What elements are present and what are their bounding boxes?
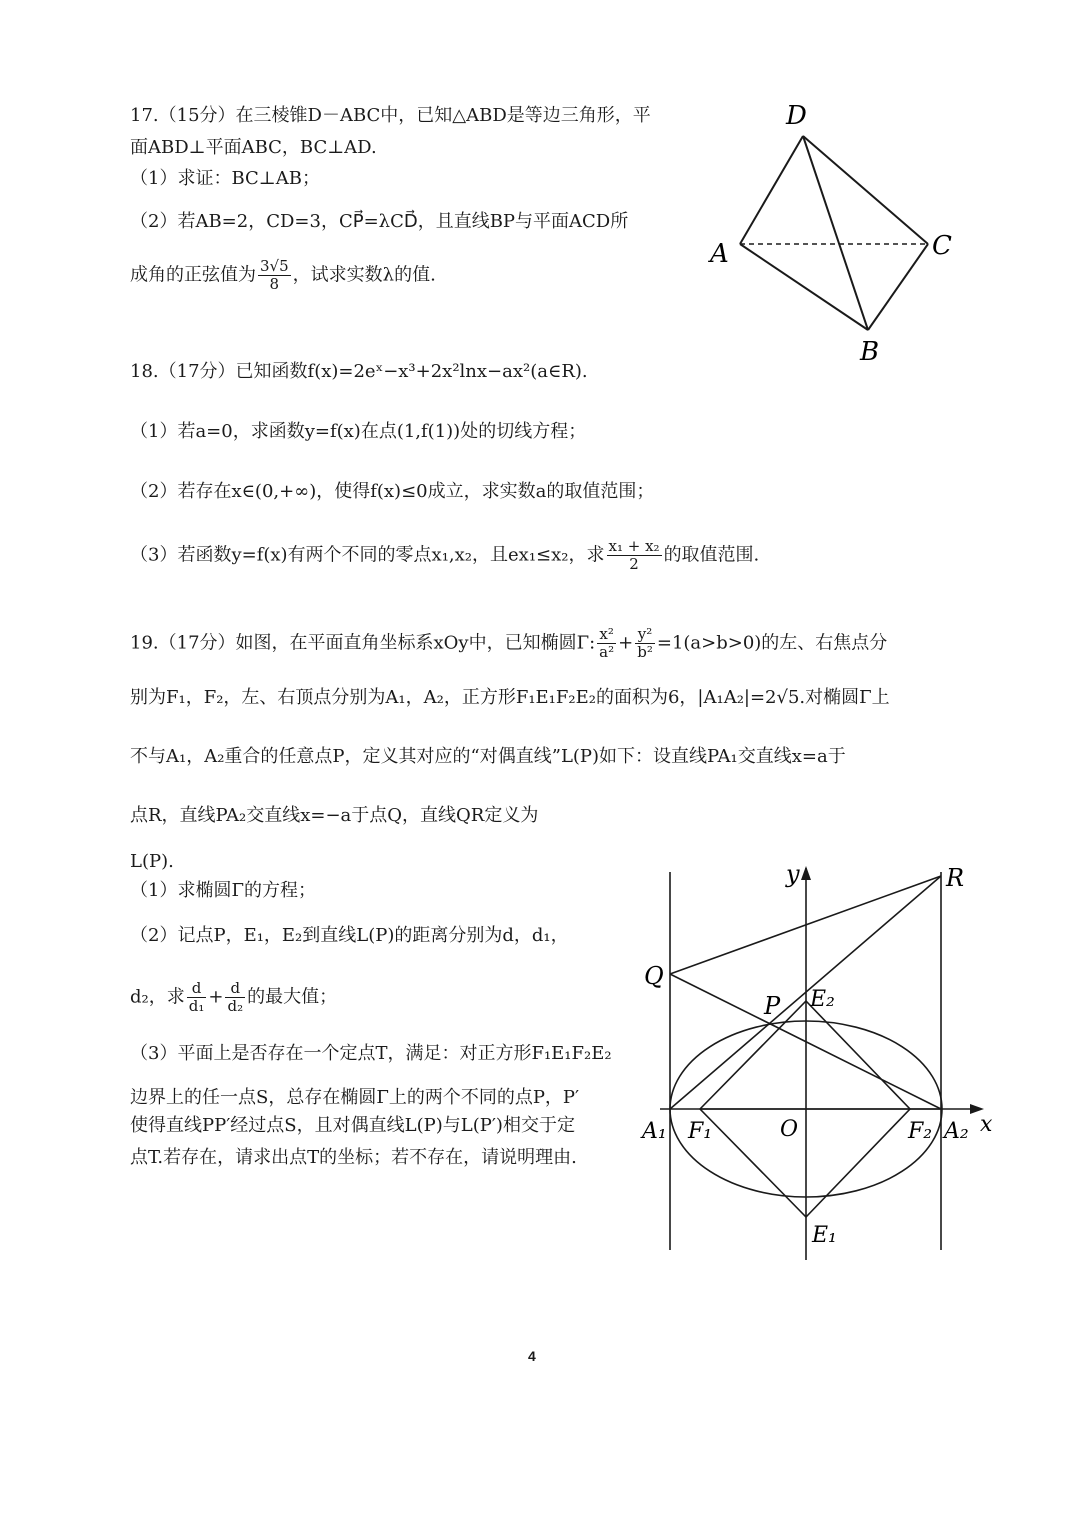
q19-frac-y-num: y² [635,626,655,644]
page-number: 4 [528,1348,536,1364]
label-y-axis: y [786,860,800,888]
label-Q: Q [644,962,664,990]
q19-line-1 [130,626,887,661]
q19-frac-d1-den: d₁ [188,997,205,1015]
q19-frac-d1-num: d [187,980,207,998]
q18-part-1: （1）若a=0，求函数y=f(x)在点(1,f(1))处的切线方程； [130,421,587,442]
label-D: D [786,101,807,131]
q19-frac-d2-den: d₂ [227,997,244,1015]
label-B: B [860,337,880,367]
q17-line-1: 17.（15分）在三棱锥D－ABC中，已知△ABD是等边三角形，平 [130,105,651,126]
q19-frac-y-den: b² [637,643,653,661]
q19-line-5: L(P). [130,851,174,872]
q18-frac-num: x₁ + x₂ [608,537,660,555]
label-F1: F₁ [688,1119,713,1144]
q19-frac-d1 [187,980,207,1015]
label-E1: E₁ [812,1223,837,1248]
q19-plus: + [618,632,634,654]
y-axis-arrow [801,866,811,880]
q19-part-2b [130,980,337,1015]
q19-part-2b-prefix: d₂，求 [130,986,185,1008]
ellipse-figure [630,858,1000,1268]
label-E2: E₂ [810,987,835,1012]
q19-line-1-prefix: 19.（17分）如图，在平面直角坐标系xOy中，已知椭圆Γ: [130,632,596,654]
q17-line-5-suffix: ，试求实数λ的值. [292,264,436,286]
q19-line-4: 点R，直线PA₂交直线x=−a于点Q，直线QR定义为 [130,805,539,826]
q19-part-2b-suffix: 的最大值； [247,986,338,1008]
q19-frac-x-den: a² [599,643,615,661]
q18-line-1: 18.（17分）已知函数f(x)=2eˣ−x³+2x²lnx−ax²(a∈R). [130,361,588,382]
label-R: R [946,864,965,892]
q19-part-3b: 边界上的任一点S，总存在椭圆Γ上的两个不同的点P，P′ [130,1087,580,1108]
label-O: O [780,1117,799,1142]
q18-frac-den: 2 [629,555,639,573]
q19-line-3: 不与A₁，A₂重合的任意点P，定义其对应的“对偶直线”L(P)如下：设直线PA₁交直线x=a于 [130,746,846,767]
q17-line-2: 面ABD⊥平面ABC，BC⊥AD. [130,137,377,158]
label-F2: F₂ [908,1119,933,1144]
q19-part-3c: 使得直线PP′经过点S，且对偶直线L(P)与L(P′)相交于定 [130,1115,575,1136]
q18-part-2: （2）若存在x∈(0,+∞)，使得f(x)≤0成立，求实数a的取值范围； [130,481,655,502]
q19-frac-x [597,626,616,661]
q19-frac-y [635,626,655,661]
edge-AB [740,244,868,330]
edge-BC [868,244,928,330]
label-A1: A₁ [642,1119,667,1144]
tetrahedron-figure [700,96,980,372]
q17-sine-fraction [258,258,291,293]
q18-part-3 [130,538,759,573]
q19-fplus: + [208,986,224,1008]
q17-line-5-prefix: 成角的正弦值为 [130,264,256,286]
q19-part-3a: （3）平面上是否存在一个定点T，满足：对正方形F₁E₁F₂E₂ [130,1043,612,1064]
label-A: A [710,239,729,269]
q18-part-3-prefix: （3）若函数y=f(x)有两个不同的零点x₁,x₂，且ex₁≤x₂，求 [130,544,605,566]
q19-line-1-suffix: =1(a>b>0)的左、右焦点分 [656,632,888,654]
q18-part-3-suffix: 的取值范围. [663,544,760,566]
label-C: C [932,231,952,261]
q17-part-1: （1）求证：BC⊥AB； [130,168,320,189]
q19-frac-d2-num: d [225,980,245,998]
q19-part-3d: 点T.若存在，请求出点T的坐标；若不存在，请说明理由. [130,1147,577,1168]
q18-mean-fraction [607,538,662,573]
label-A2: A₂ [944,1119,969,1144]
q17-part-2: （2）若AB=2，CD=3，CP⃗=λCD⃗，且直线BP与平面ACD所 [130,211,629,232]
q19-part-2a: （2）记点P，E₁，E₂到直线L(P)的距离分别为d，d₁， [130,925,569,946]
q17-frac-num: 3√5 [260,257,289,275]
q19-frac-x-num: x² [597,626,616,644]
q19-frac-d2 [225,980,245,1015]
label-P: P [764,992,781,1020]
q17-frac-den: 8 [269,275,280,293]
q17-line-5 [130,258,436,293]
edge-AD [740,136,803,244]
q19-line-2: 别为F₁，F₂，左、右顶点分别为A₁，A₂，正方形F₁E₁F₂E₂的面积为6，|A₁A₂|=2√5.对椭圆Γ上 [130,687,890,708]
q19-part-1: （1）求椭圆Γ的方程； [130,880,316,901]
label-x-axis: x [980,1112,993,1137]
